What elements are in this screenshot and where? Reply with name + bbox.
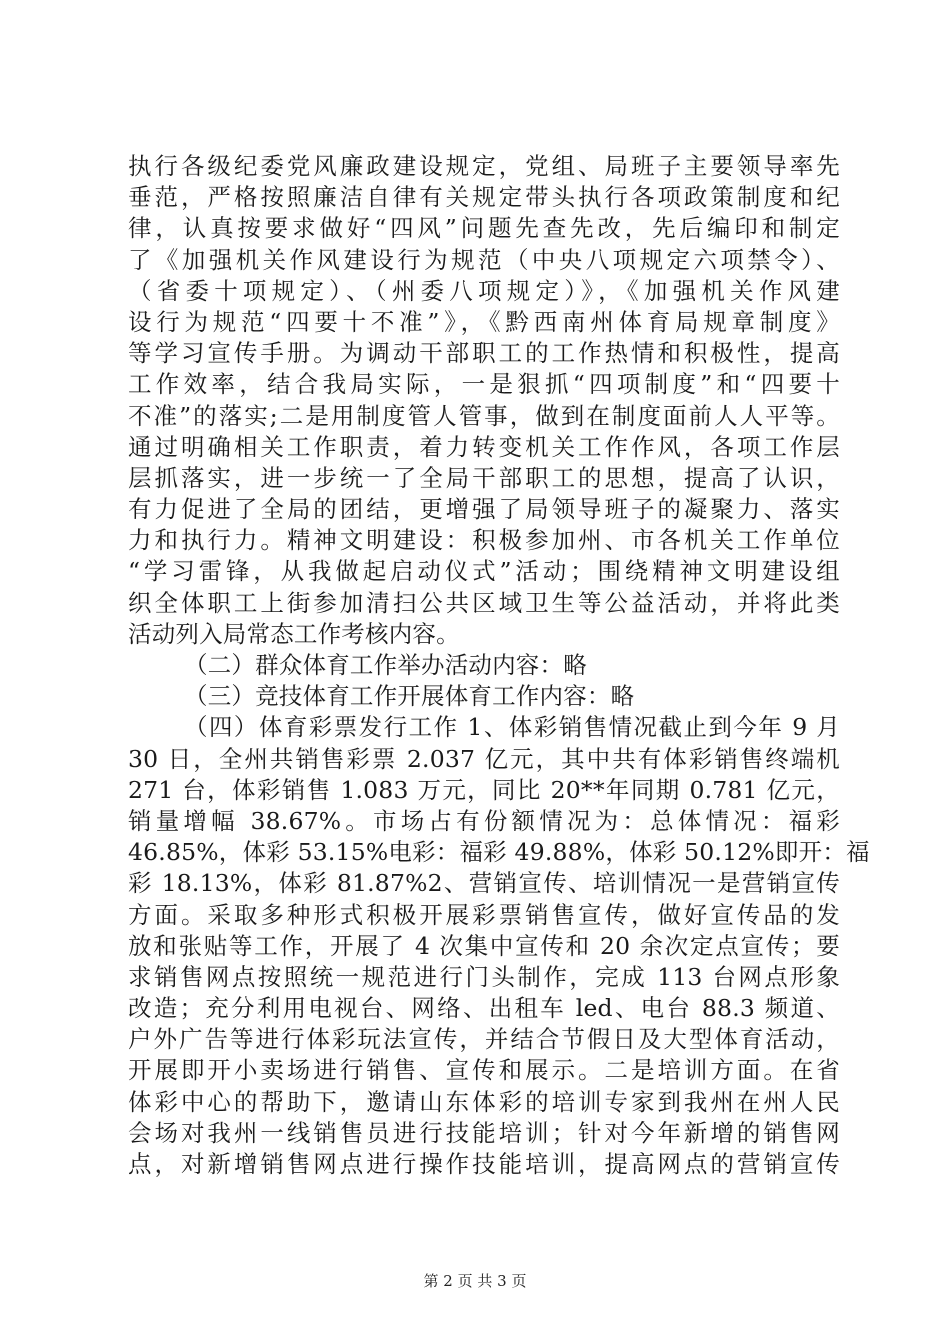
text-line: （省委十项规定）、（州委八项规定）》，《加强机关作风建 bbox=[128, 276, 840, 305]
text-line: 点，对新增销售网点进行操作技能培训，提高网点的营销宣传 bbox=[128, 1150, 840, 1178]
text-line: 不准”的落实;二是用制度管人管事，做到在制度面前人人平等。 bbox=[128, 401, 840, 430]
text-line: 律，认真按要求做好“四风”问题先查先改，先后编印和制定 bbox=[128, 214, 840, 243]
text-line: 工作效率，结合我局实际，一是狠抓“四项制度”和“四要十 bbox=[128, 370, 840, 399]
text-line: 彩 18.13%，体彩 81.87%2、营销宣传、培训情况一是营销宣传 bbox=[128, 869, 840, 898]
text-line: 层抓落实，进一步统一了全局干部职工的思想，提高了认识， bbox=[128, 463, 840, 492]
text-line: 会场对我州一线销售员进行技能培训；针对今年新增的销售网 bbox=[128, 1118, 840, 1147]
text-line: 有力促进了全局的团结，更增强了局领导班子的凝聚力、落实 bbox=[128, 495, 840, 524]
text-line: 设行为规范“四要十不准”》，《黔西南州体育局规章制度》 bbox=[128, 307, 840, 336]
text-line: 了《加强机关作风建设行为规范（中央八项规定六项禁令）、 bbox=[128, 245, 840, 274]
text-line: 方面。采取多种形式积极开展彩票销售宣传，做好宣传品的发 bbox=[128, 900, 840, 929]
text-line: 活动列入局常态工作考核内容。 bbox=[128, 619, 460, 648]
document-body bbox=[128, 151, 870, 1180]
text-line: 30 日，全州共销售彩票 2.037 亿元，其中共有体彩销售终端机 bbox=[128, 744, 840, 773]
section-heading: （三）竞技体育工作开展体育工作内容：略 bbox=[184, 682, 635, 711]
page-footer: 第 2 页 共 3 页 bbox=[423, 1272, 527, 1290]
section-heading: （二）群众体育工作举办活动内容：略 bbox=[184, 651, 587, 679]
text-line: 46.85%，体彩 53.15%电彩：福彩 49.88%，体彩 50.12%即开：福 bbox=[128, 838, 870, 867]
text-line: 户外广告等进行体彩玩法宣传，并结合节假日及大型体育活动， bbox=[128, 1025, 840, 1054]
text-line: 开展即开小卖场进行销售、宣传和展示。二是培训方面。在省 bbox=[128, 1056, 840, 1085]
section-heading: （四）体育彩票发行工作 1、体彩销售情况截止到今年 9 月 bbox=[184, 713, 840, 742]
text-line: 271 台，体彩销售 1.083 万元，同比 20**年同期 0.781 亿元， bbox=[128, 775, 840, 804]
text-line: 执行各级纪委党风廉政建设规定，党组、局班子主要领导率先 bbox=[128, 152, 840, 180]
text-line: 销量增幅 38.67%。市场占有份额情况为：总体情况：福彩 bbox=[128, 806, 840, 835]
text-line: 垂范，严格按照廉洁自律有关规定带头执行各项政策制度和纪 bbox=[128, 183, 840, 212]
text-line: 改造；充分利用电视台、网络、出租车 led、电台 88.3 频道、 bbox=[128, 994, 840, 1023]
text-line: 求销售网点按照统一规范进行门头制作，完成 113 台网点形象 bbox=[128, 962, 840, 991]
text-line: 等学习宣传手册。为调动干部职工的工作热情和积极性，提高 bbox=[128, 339, 840, 368]
text-line: 通过明确相关工作职责，着力转变机关工作作风，各项工作层 bbox=[128, 432, 840, 461]
text-line: 放和张贴等工作，开展了 4 次集中宣传和 20 余次定点宣传；要 bbox=[128, 931, 840, 960]
text-line: “学习雷锋，从我做起启动仪式”活动；围绕精神文明建设组 bbox=[128, 557, 840, 586]
text-line: 织全体职工上街参加清扫公共区域卫生等公益活动，并将此类 bbox=[128, 588, 840, 617]
text-line: 力和执行力。精神文明建设：积极参加州、市各机关工作单位 bbox=[128, 526, 840, 555]
text-line: 体彩中心的帮助下，邀请山东体彩的培训专家到我州在州人民 bbox=[128, 1087, 840, 1116]
